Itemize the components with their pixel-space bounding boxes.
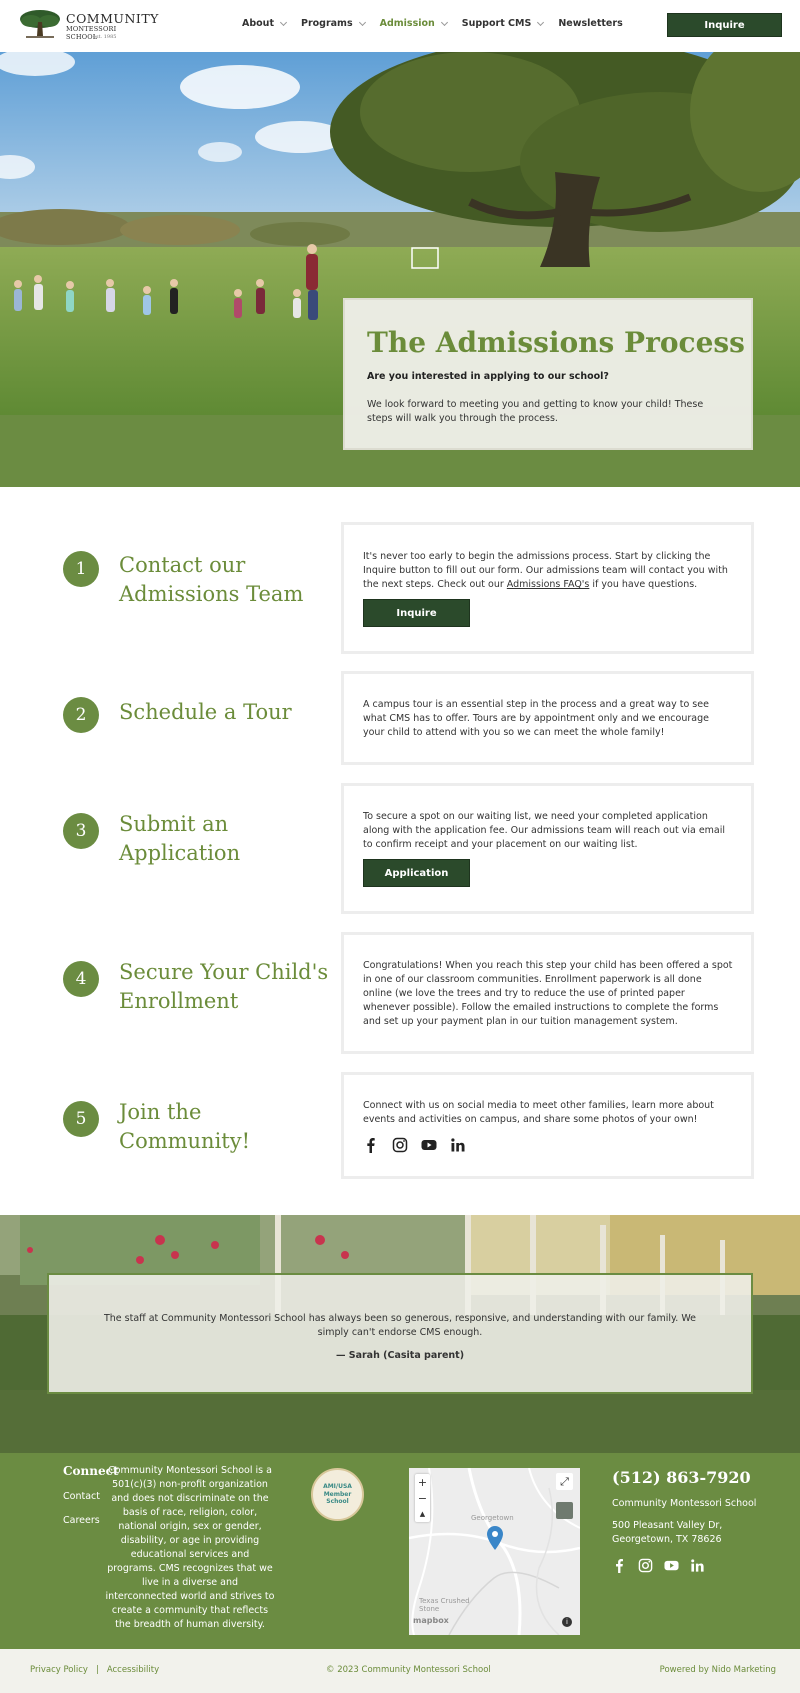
- map-poi-line: Texas Crushed: [419, 1597, 470, 1605]
- nav-newsletters[interactable]: [558, 18, 622, 29]
- logo-text-montessori: MONTESSORI SCHOOL: [66, 25, 117, 41]
- testimonial-card: [47, 1273, 753, 1394]
- bottom-bar: [0, 1649, 800, 1693]
- step-number: 2: [63, 697, 99, 733]
- main-nav: [242, 18, 623, 29]
- accessibility-link[interactable]: Accessibility: [106, 1665, 160, 1675]
- step-number: 5: [63, 1101, 99, 1137]
- footer-address: [612, 1519, 762, 1547]
- hero-subtitle: Are you interested in applying to our school?: [367, 371, 609, 382]
- address-line: Georgetown, TX 78626: [612, 1534, 722, 1545]
- step-title: Submit an Application: [119, 812, 241, 865]
- step-number: 1: [63, 551, 99, 587]
- step-card: [341, 783, 754, 914]
- address-line: 500 Pleasant Valley Dr,: [612, 1520, 723, 1531]
- inquire-step-button[interactable]: Inquire: [363, 599, 470, 627]
- hero-card: [343, 298, 753, 450]
- youtube-icon[interactable]: [421, 1137, 437, 1153]
- footer-contact-link[interactable]: Contact: [63, 1491, 100, 1502]
- page-title: The Admissions Process: [367, 326, 745, 359]
- footer-phone[interactable]: (512) 863-7920: [612, 1468, 751, 1487]
- footer-careers-link[interactable]: Careers: [63, 1515, 100, 1526]
- map-zoom-controls: [415, 1474, 430, 1522]
- badge-line: Member: [323, 1490, 352, 1498]
- site-footer: [0, 1453, 800, 1649]
- step-card: [341, 522, 754, 654]
- step-number: 3: [63, 813, 99, 849]
- inquire-button[interactable]: Inquire: [667, 13, 782, 37]
- instagram-icon[interactable]: [392, 1137, 408, 1153]
- legal-links: [30, 1665, 159, 1675]
- facebook-icon[interactable]: [363, 1137, 379, 1153]
- step-card: [341, 1072, 754, 1179]
- legal-separator: |: [95, 1665, 99, 1675]
- footer-school-name: Community Montessori School: [612, 1498, 757, 1509]
- step-text: A campus tour is an essential step in the process and a great way to see what CMS has to offer. Tours are by appointment only and we encourage your child to attend with you so we can meet the whole family!: [363, 699, 709, 738]
- nav-admission[interactable]: [380, 18, 447, 29]
- chevron-down-icon: [537, 18, 544, 25]
- map-info-icon[interactable]: i: [562, 1617, 572, 1627]
- chevron-down-icon: [280, 18, 287, 25]
- step-title: Join the Community!: [119, 1100, 251, 1153]
- site-header: [0, 0, 800, 52]
- map-place-label: Georgetown: [471, 1514, 514, 1522]
- badge-text: [323, 1483, 352, 1506]
- testimonial-author: — Sarah (Casita parent): [335, 1350, 465, 1361]
- badge-line: AMI/USA: [323, 1483, 352, 1491]
- zoom-out-button[interactable]: −: [417, 1491, 428, 1505]
- step-text-part: It's never too early to begin the admissions process. Start by clicking the Inquire button to fill out our form. Our admissions team will contact you with the next steps. Check out our: [363, 551, 728, 590]
- fullscreen-icon[interactable]: ⤢: [556, 1473, 573, 1490]
- admissions-faq-link[interactable]: Admissions FAQ's: [506, 579, 590, 590]
- map-poi-label: [419, 1597, 470, 1613]
- map-pin-icon[interactable]: [487, 1526, 503, 1550]
- step-card: [341, 671, 754, 765]
- badge-line: School: [326, 1498, 349, 1506]
- step-card: [341, 932, 754, 1054]
- privacy-policy-link[interactable]: Privacy Policy: [30, 1665, 88, 1675]
- logo-text-community: COMMUNITY: [66, 11, 159, 26]
- nav-newsletters-label: Newsletters: [558, 18, 623, 29]
- hero-body: We look forward to meeting you and getting to know your child! These steps will walk you through the process.: [367, 399, 704, 424]
- map-layer-toggle[interactable]: [556, 1502, 573, 1519]
- application-button[interactable]: Application: [363, 859, 470, 887]
- logo-text-est: est. 1985: [93, 34, 117, 40]
- mapbox-logo[interactable]: mapbox: [413, 1616, 449, 1625]
- step-title: Contact our Admissions Team: [119, 553, 304, 606]
- step-text: Connect with us on social media to meet other families, learn more about events and activities on campus, and share some photos of your own!: [363, 1100, 714, 1125]
- location-map[interactable]: [409, 1468, 580, 1635]
- linkedin-icon[interactable]: [450, 1137, 466, 1153]
- nav-support-label: Support CMS: [461, 18, 532, 29]
- ami-usa-member-badge: [311, 1468, 364, 1521]
- nav-admission-label: Admission: [379, 18, 435, 29]
- nav-support-cms[interactable]: [462, 18, 544, 29]
- social-links: [363, 1137, 466, 1153]
- footer-connect-heading: Connect: [63, 1464, 119, 1478]
- school-logo[interactable]: [18, 8, 159, 41]
- chevron-down-icon: [359, 18, 366, 25]
- chevron-down-icon: [441, 18, 448, 25]
- step-title: Schedule a Tour: [119, 700, 292, 724]
- step-text: Congratulations! When you reach this step your child has been offered a spot in one of our classroom communities. Enrollment paperwork is all done online (we love the trees and try to reduce the use of printed paper whenever possible). Follow the emailed instructions to complete the forms and set up your payment plan in our tuition management system.: [363, 960, 733, 1027]
- nav-programs[interactable]: [301, 18, 365, 29]
- nav-about[interactable]: [242, 18, 286, 29]
- step-text: To secure a spot on our waiting list, we need your completed application along with the application fee. Our admissions team will reach out via email to confirm receipt and your placement on our waiting list.: [363, 811, 726, 850]
- zoom-in-button[interactable]: +: [417, 1475, 428, 1489]
- map-poi-line: Stone: [419, 1605, 440, 1613]
- footer-mission-statement: Community Montessori School is a 501(c)(3) non-profit organization and does not discriminate on the basis of race, religion, color, national origin, sex or gender, disability, or age in providing educational services and programs. CMS recognizes that we live in a diverse and interconnected world and strives to create a community that reflects the breadth of human diversity.: [105, 1465, 275, 1630]
- step-number: 4: [63, 961, 99, 997]
- compass-button[interactable]: ▲: [419, 1510, 426, 1518]
- step-text-part: if you have questions.: [589, 579, 698, 590]
- nav-about-label: About: [242, 18, 274, 29]
- footer-social-links: [612, 1558, 705, 1573]
- step-text: [363, 550, 733, 592]
- testimonial-quote: The staff at Community Montessori School has always been so generous, responsive, and understanding with our family. We simply can't endorse CMS enough.: [103, 1313, 697, 1338]
- step-title: Secure Your Child's Enrollment: [119, 960, 329, 1013]
- linkedin-icon[interactable]: [690, 1558, 705, 1573]
- nav-programs-label: Programs: [300, 18, 353, 29]
- tree-logo-icon: [18, 8, 62, 40]
- instagram-icon[interactable]: [638, 1558, 653, 1573]
- powered-by-link[interactable]: Powered by Nido Marketing: [659, 1665, 776, 1675]
- youtube-icon[interactable]: [664, 1558, 679, 1573]
- copyright: © 2023 Community Montessori School: [326, 1665, 491, 1675]
- facebook-icon[interactable]: [612, 1558, 627, 1573]
